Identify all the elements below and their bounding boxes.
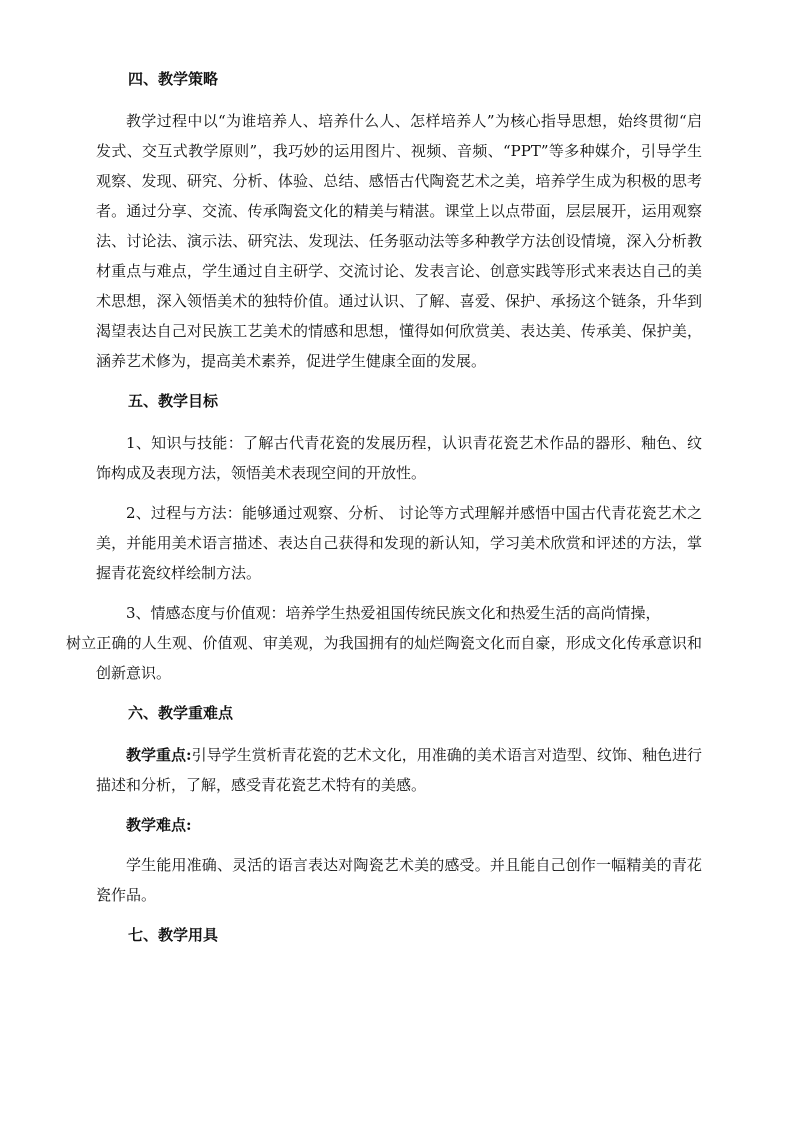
goal-emotion-line2: 树立正确的人生观、价值观、审美观，为我国拥有的灿烂陶瓷文化而自豪，形成文化传承意识和创新意识。 (66, 634, 702, 682)
heading-teaching-tools: 七、教学用具 (128, 926, 219, 944)
paragraph-goal-knowledge: 1、知识与技能：了解古代青花瓷的发展历程，认识青花瓷艺术作品的器形、釉色、纹饰构成及表现方法，领悟美术表现空间的开放性。 (96, 434, 702, 482)
difficulty-label: 教学难点: (126, 816, 192, 834)
heading-teaching-strategy: 四、教学策略 (128, 70, 219, 88)
paragraph-goal-emotion (66, 598, 702, 688)
paragraph-goal-process: 2、过程与方法：能够通过观察、分析、 讨论等方式理解并感悟中国古代青花瓷艺术之美，并能用美术语言描述、表达自己获得和发现的新认知，学习美术欣赏和评述的方法，掌握青花瓷纹样绘制方法。 (96, 504, 702, 582)
key-point-text: 引导学生赏析青花瓷的艺术文化，用准确的美术语言对造型、纹饰、釉色进行描述和分析，了解，感受青花瓷艺术特有的美感。 (96, 746, 702, 794)
paragraph-difficulty-label (96, 810, 702, 840)
document-content (66, 64, 702, 962)
paragraph-difficulty-text: 学生能用准确、灵活的语言表达对陶瓷艺术美的感受。并且能自己创作一幅精美的青花瓷作品。 (96, 856, 702, 904)
heading-teaching-goals: 五、教学目标 (128, 392, 219, 410)
heading-key-difficult-points: 六、教学重难点 (128, 704, 234, 722)
paragraph-teaching-strategy: 教学过程中以“为谁培养人、培养什么人、怎样培养人”为核心指导思想，始终贯彻“启发式、交互式教学原则”，我巧妙的运用图片、视频、音频、“PPT”等多种媒介，引导学生观察、发现、研究、分析、体验、总结、感悟古代陶瓷艺术之美，培养学生成为积极的思考者。通过分享、交流、传承陶瓷文化的精美与精湛。课堂上以点带面，层层展开，运用观察法、讨论法、演示法、研究法、发现法、任务驱动法等多种教学方法创设情境，深入分析教材重点与难点，学生通过自主研学、交流讨论、发表言论、创意实践等形式来表达自己的美术思想，深入领悟美术的独特价值。通过认识、了解、喜爱、保护、承扬这个链条，升华到渴望表达自己对民族工艺美术的情感和思想，懂得如何欣赏美、表达美、传承美、保护美，涵养艺术修为，提高美术素养，促进学生健康全面的发展。 (96, 112, 702, 370)
goal-emotion-line1: 3、情感态度与价值观：培养学生热爱祖国传统民族文化和热爱生活的高尚情操， (126, 604, 661, 622)
key-point-label: 教学重点: (126, 746, 192, 764)
paragraph-key-point (96, 740, 702, 800)
